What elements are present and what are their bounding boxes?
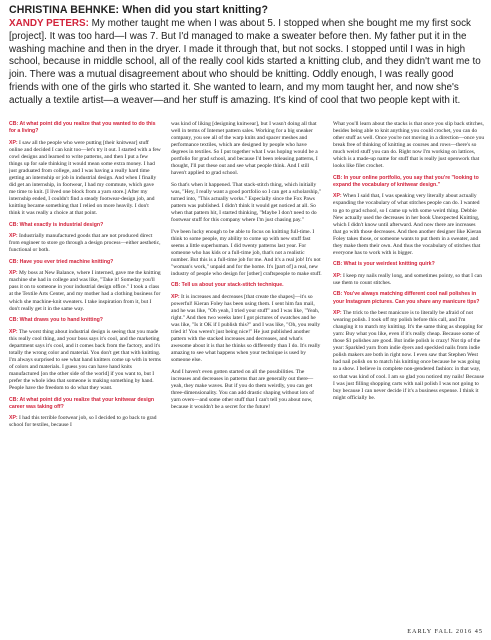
answer-text: My boss at New Balance, where I interned, gave me the knitting machine she had in college and was like, "Take it! Someday you'll pass it on to someone in your industrial design office." I took a class at the Textile Arts Center, and my mother had a clothing business for which she machine-knit sweaters. I take inspiration from it, but I don't really get it in the same way. (9, 270, 161, 312)
answer-text: When I said that, I was speaking very literally about actually expanding the vocabulary of what stitches people can do. I wanted to go to grad school, so I came up with some weird thing. Debbie New actually used the decreases in her book Unexpected Knitting, which I didn't know until afterward. And now there are increases that go with those decreases. And then another designer like Kieran Foley takes those, or someone wants to put them in a sweater, and they make them their own. And thus the vocabulary of stitches that everyone has to work with is bigger. (333, 193, 482, 256)
answer-text: I keep my nails really long, and sometimes pointy, so that I can use them to count stitches. (333, 272, 482, 286)
answer-text: was kind of liking [designing knitwear], but I wasn't doing all that well in terms of Internet pattern sales. Working for a big sneaker company, you see all of the warp knits and spacer meshes and performance textiles, which are designed by people who have degrees in textiles. So I put together what I was hoping would be a portfolio for grad school, and because I'd been releasing patterns, I thought, I'll put these out and see what people think. And I still haven't applied to grad school. (171, 121, 318, 177)
speaker-label: XP: (9, 139, 18, 146)
column-1 (9, 121, 161, 626)
question-text: CB: At what point did you realize that you wanted to do this for a living? (9, 121, 156, 135)
answer-text: I saw all the people who were putting [their knitwear] stuff online and decided I can knit too—let's try it out. I started with a few cowl designs and learned to write patterns, and then I put a few things up for sale thinking it would mean some extra money. I had just graduated from college, and I was having a really hard time getting an internship or job in industrial design. And when I finally did get an internship, in footwear, I had my commute, which gave me time to knit. [I lived one block from a yarn store.] After my internship ended, I couldn't find a steady footwear-design job, and knitting became something that I relied on more heavily. I don't think it was really a choice at that point. (9, 139, 161, 217)
answer-paragraph (9, 270, 161, 312)
question-paragraph (9, 397, 161, 411)
question-paragraph (9, 317, 161, 324)
speaker-label: XP: (9, 270, 18, 277)
question-text: CB: Have you ever tried machine knitting? (9, 258, 114, 265)
question-text: CB: What is your weirdest knitting quirk? (333, 261, 435, 268)
intro-paragraph (9, 18, 485, 108)
answer-text: I had this terrible footwear job, so I decided to go back to grad school for textiles, because I (9, 415, 157, 429)
question-paragraph (333, 175, 485, 189)
answer-paragraph (171, 182, 323, 224)
intro-text: My mother taught me when I was about 5. I stopped when she bought me my first sock [project]. It was too hard—I was 7. But I'd managed to make a sweater before then. My father put it in the washing machine and then in the dryer. I made it through that, but not socks. I stopped until I was in high school, because in middle school, all of the really cool kids started a knitting club, and they didn't want me to join. There was a mutual disagreement about who should be knitting. Oddly enough, I was really good friends with one of the girls who started it. She wanted to learn, and my mom taught her, and now she's actually a textile artist—a weaver—and her stuff is amazing. It's kind of cool that two people kept with it. (9, 18, 481, 106)
question-paragraph (9, 222, 161, 229)
question-paragraph (333, 291, 485, 305)
column-3 (333, 121, 485, 626)
speaker-label: XP: (9, 415, 18, 422)
speaker-label: XP: (333, 193, 342, 200)
question-text: CB: In your online portfolio, you say that you're "looking to expand the vocabulary of knitwear design." (333, 174, 479, 188)
article-title: CHRISTINA BEHNKE: When did you start knitting? (9, 4, 269, 16)
article-columns (9, 121, 485, 626)
answer-text: Industrially manufactured goods that are not produced direct from engineer to store go through a design process—either aesthetic, functional or both. (9, 233, 161, 254)
speaker-label: XP: (333, 272, 342, 279)
question-text: CB: What draws you to hand knitting? (9, 317, 103, 324)
question-text: CB: You've always matching different cool nail polishes in your Instagram pictures. Can you share any manicure tips? (333, 291, 480, 305)
question-paragraph (333, 261, 485, 268)
intro-speaker: XANDY PETERS: (9, 18, 89, 29)
answer-paragraph (9, 415, 161, 429)
question-text: CB: What exactly is industrial design? (9, 221, 104, 228)
answer-paragraph (171, 294, 323, 364)
speaker-label: XP: (9, 233, 18, 240)
answer-text: I've been lucky enough to be able to focus on knitting full-time. I think to some people, my ability to come up with new stuff fast seems a little superhuman. I did twenty patterns last year. For someone who has kids or a full-time job, that's not a realistic number. But this is a full-time job for me. And it's a real job! It's not "woman's work," unpaid and for the home. It's [part of] a real, new industry of people who design for [other] craftspeople to make stuff. (171, 228, 322, 277)
question-paragraph (9, 259, 161, 266)
speaker-label: XP: (171, 294, 180, 301)
answer-text: So that's when it happened. That stack-stitch thing, which initially was, "Hey, I really want a good portfolio so I can get a scholarship," turned into, "This actually works." Especially since the Fox Paws pattern was published. I didn't think it would get noticed at all. So when that pattern hit, I started thinking, "Maybe I don't need to do footwear stuff for this company where I'm just chasing pay." (171, 181, 322, 224)
page-footer: EARLY FALL 2016 45 (407, 628, 483, 635)
question-paragraph (9, 121, 161, 135)
answer-paragraph (333, 193, 485, 256)
speaker-label: XP: (9, 328, 18, 335)
answer-paragraph (9, 140, 161, 218)
question-text: CB: At what point did you realize that your knitwear design career was taking off? (9, 396, 155, 410)
answer-text: The worst thing about industrial design is seeing that you made this really cool thing, and your boss says it's cool, and the marketing department says it's cool, and it comes back from the factory, and it's totally the wrong color and material. You don't get that with knitting. I'm always surprised to see what hand knitters come up with in terms of colors and materials. I guess you can have hand knits manufactured [on the other side of the world] if you want to, but I prefer the whole idea that someone is making something by hand. People have the freedom to do what they want. (9, 328, 161, 392)
answer-text: What you'll learn about the stacks is that once you slip back stitches, besides being able to knit anything you could crochet, you can do other stuff as well. Once you're not moving in a direction—once you break free of thinking of knitting as courses and rows—there's so much weird stuff you can do. Right now I'm working on lattices, which is a made-up name for stuff that is really just openwork that looks like filet crochet. (333, 121, 485, 170)
answer-paragraph (333, 310, 485, 402)
question-text: CB: Tell us about your stack-stitch technique. (171, 282, 284, 289)
answer-paragraph (171, 229, 323, 278)
answer-paragraph (9, 233, 161, 254)
column-2 (171, 121, 323, 626)
answer-text: The trick to the best manicure is to literally be afraid of not wearing polish. I took off my polish before this call, and I'm changing it to match my knitting. It's the same thing as shopping for yarn: Buy what you like, even if it's really cheap. Because some of those $1 polishes are good. But indie polish is crazy! Not tip of the year: Sparkled yarn from indie dyers and speckled nails from indie polish makers are both in right now. I even saw that Stephen West had nail polish on to match his knitting once because he was going to a show. I believe in complete non-gendered fashion: in that way, so that was kind of cool. I am so glad you noticed my nails! Because I was just filling shopping carts with nail polish I was not going to buy because I can never decide if it's a business expense. I think it might officially be. (333, 310, 485, 401)
answer-paragraph (171, 369, 323, 411)
answer-text: It is increases and decreases [that create the shapes]—it's so powerful! Kieran Foley has been using them. I sent him fan mail, and he was like, "Oh yeah, I tried your stuff" and I was like, "Yeah, right." And then two weeks later I got pictures of swatches and he was like, "Is it OK if I publish this?" and I was like, "Oh, you really tried it! You weren't just being nice!" He just published another pattern with the stacked increases and decreases, and what's awesome about it is that he thinks so differently than I do. It's really amazing to see what happens when your technique is used by someone else. (171, 294, 321, 364)
answer-paragraph (171, 121, 323, 177)
answer-paragraph (9, 329, 161, 392)
answer-paragraph (333, 273, 485, 287)
answer-paragraph (333, 121, 485, 170)
question-paragraph (171, 282, 323, 289)
answer-text: And I haven't even gotten started on all the possibilities. The increases and decreases in patterns that are generally out there—yeah, they make waves. But if you do them weirdly, you can get three-dimensionality. You can add drastic shaping without lots of yarn overs—and some other stuff that I can't tell you about now, because it wouldn't be a secret for the future! (171, 369, 314, 411)
article-page (9, 4, 485, 108)
speaker-label: XP: (333, 310, 342, 317)
